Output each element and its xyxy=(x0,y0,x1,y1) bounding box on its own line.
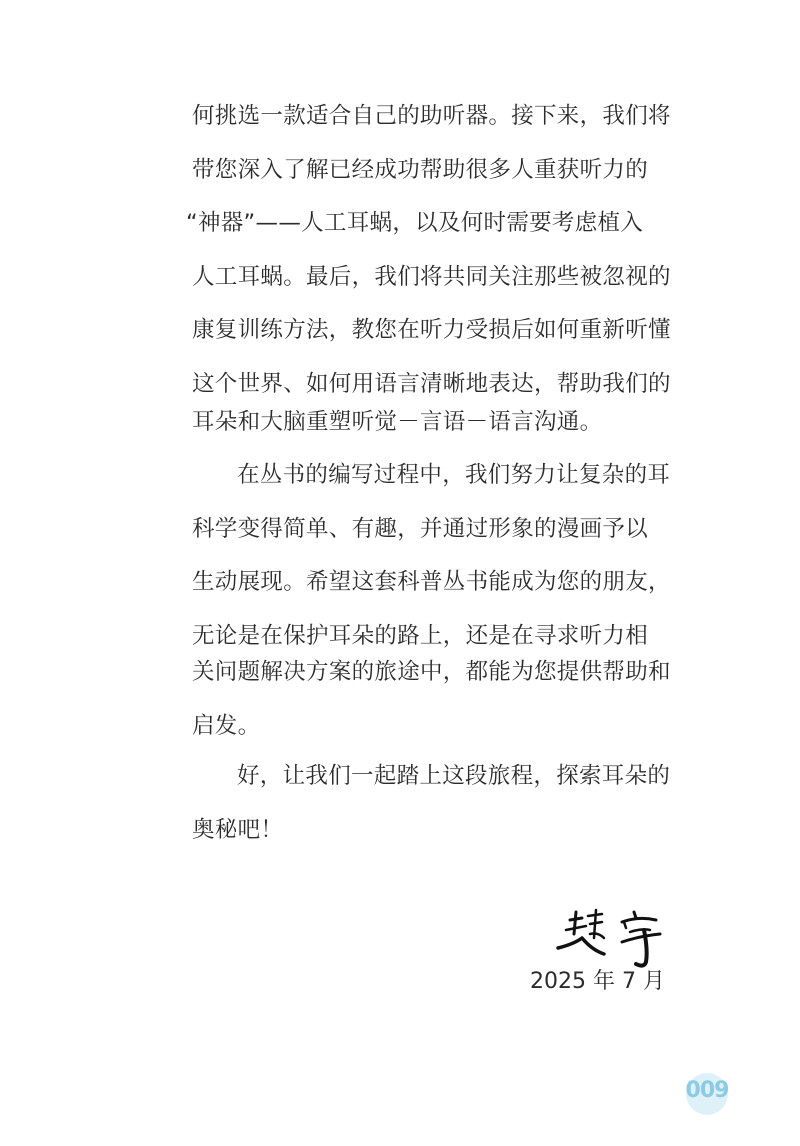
body-line: 科学变得简单、有趣，并通过形象的漫画予以 xyxy=(192,516,649,542)
page-number-badge xyxy=(680,1072,734,1116)
body-line: 生动展现。希望这套科普丛书能成为您的朋友， xyxy=(192,569,671,595)
body-line: 康复训练方法，教您在听力受损后如何重新听懂 xyxy=(192,317,671,343)
body-line: 人工耳蜗。最后，我们将共同关注那些被忽视的 xyxy=(192,264,671,290)
date: 2025 年 7 月 xyxy=(530,969,665,994)
body-line: 无论是在保护耳朵的路上，还是在寻求听力相 xyxy=(192,623,649,649)
body-line: 关问题解决方案的旅途中，都能为您提供帮助和 xyxy=(192,659,671,685)
body-line: 带您深入了解已经成功帮助很多人重获听力的 xyxy=(192,157,649,183)
handwritten-signature xyxy=(552,904,670,974)
page-number: 009 xyxy=(685,1078,729,1103)
body-line: 启发。 xyxy=(192,713,261,739)
body-line: 奥秘吧！ xyxy=(192,817,284,843)
paragraph-first-line: 好，让我们一起踏上这段旅程，探索耳朵的 xyxy=(237,763,671,789)
body-line: “神器”——人工耳蜗，以及何时需要考虑植入 xyxy=(186,210,644,236)
paragraph-first-line: 在丛书的编写过程中，我们努力让复杂的耳 xyxy=(237,462,671,488)
body-line: 这个世界、如何用语言清晰地表达，帮助我们的 xyxy=(192,371,671,397)
body-line: 耳朵和大脑重塑听觉－言语－语言沟通。 xyxy=(192,409,603,435)
body-line: 何挑选一款适合自己的助听器。接下来，我们将 xyxy=(192,103,671,129)
